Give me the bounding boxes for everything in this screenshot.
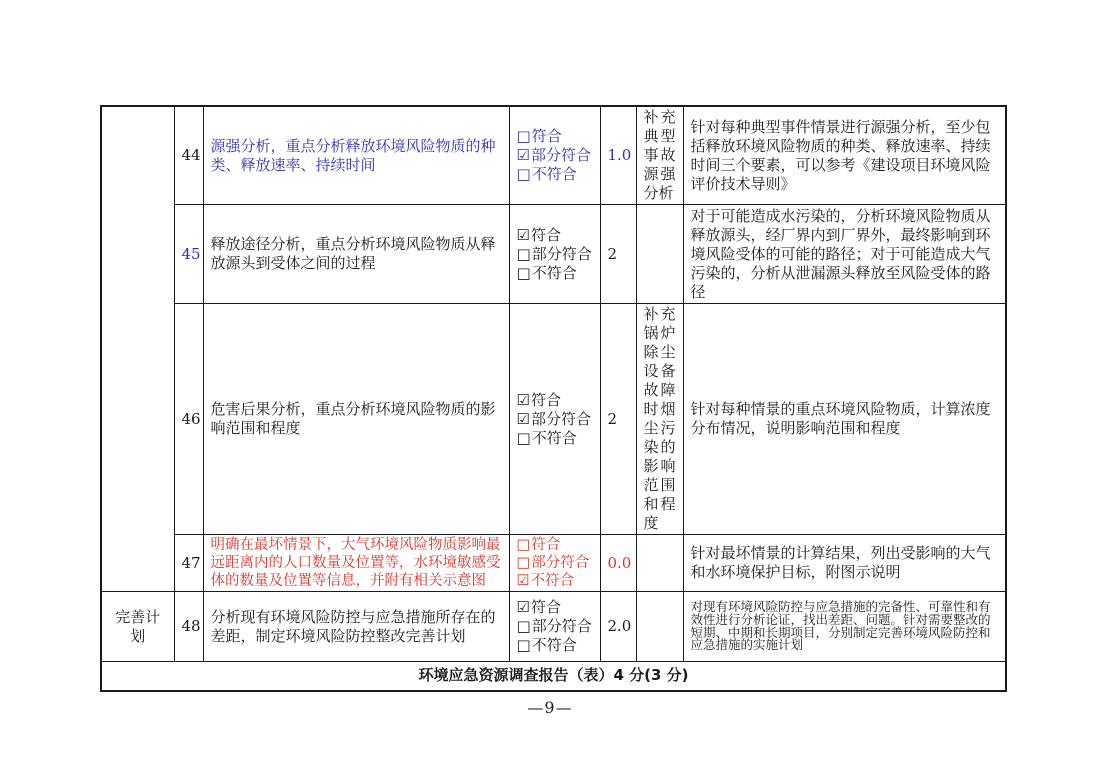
table-row (101, 535, 1006, 592)
reviewer-comment (636, 205, 683, 304)
unchecked-checkbox-icon: □ (516, 636, 531, 654)
unchecked-checkbox-icon: □ (516, 165, 531, 183)
compliance-option-label: 部分符合 (531, 244, 592, 263)
score-cell: 2.0 (600, 592, 636, 662)
reviewer-comment (636, 304, 683, 535)
compliance-options (509, 304, 600, 535)
score-cell: 0.0 (600, 535, 636, 592)
checked-checkbox-icon: ☑ (516, 225, 530, 244)
compliance-option (517, 429, 593, 448)
item-description: 释放途径分析，重点分析环境风险物质从释放源头到受体之间的过程 (203, 205, 509, 304)
compliance-option-label: 不符合 (531, 636, 577, 654)
compliance-options (509, 106, 600, 205)
compliance-option-label: 部分符合 (531, 555, 590, 571)
compliance-option-label: 符合 (531, 127, 562, 145)
checked-checkbox-icon: ☑ (516, 390, 530, 409)
item-number: 48 (174, 592, 203, 662)
unchecked-checkbox-icon: □ (516, 428, 531, 447)
table-row (101, 592, 1006, 662)
comment-line: 影 响 (643, 457, 676, 475)
score-cell: 2 (600, 304, 636, 535)
comment-line: 补 充 (643, 108, 676, 126)
compliance-option (517, 617, 593, 636)
compliance-option-label: 符合 (530, 390, 561, 409)
compliance-option-label: 不符合 (531, 165, 577, 183)
table-row (101, 304, 1006, 535)
comment-line: 补 充 (643, 305, 676, 323)
compliance-option-label: 不符合 (531, 263, 577, 282)
reviewer-comment (636, 106, 683, 205)
comment-line: 分 析 (643, 184, 674, 202)
page-number: —9— (527, 698, 573, 717)
comment-line: 时 烟 (643, 400, 676, 418)
comment-line: 和 程 (643, 495, 676, 513)
compliance-option (517, 226, 593, 245)
compliance-option (517, 127, 593, 146)
compliance-option-label: 部分符合 (530, 146, 591, 164)
assessment-criteria: 对于可能造成水污染的，分析环境风险物质从释放源头，经厂界内到厂界外，最终影响到环境风险受体的可能的路径；对于可能造成大气污染的，分析从泄漏源头释放至风险受体的路径 (683, 205, 1006, 304)
comment-line: 范 围 (643, 476, 676, 494)
reviewer-comment (636, 592, 683, 662)
unchecked-checkbox-icon: □ (516, 617, 531, 635)
table-row (101, 106, 1006, 205)
item-number: 44 (174, 106, 203, 205)
unchecked-checkbox-icon: □ (516, 244, 531, 263)
item-number: 46 (174, 304, 203, 535)
assessment-table (100, 105, 1007, 692)
item-description: 源强分析，重点分析释放环境风险物质的种类、释放速率、持续时间 (203, 106, 509, 205)
comment-line: 度 (643, 514, 659, 532)
score-cell: 1.0 (600, 106, 636, 205)
compliance-option (517, 636, 593, 655)
unchecked-checkbox-icon: □ (516, 555, 531, 571)
unchecked-checkbox-icon: □ (516, 537, 531, 553)
compliance-option (517, 536, 593, 554)
compliance-option (517, 264, 593, 283)
assessment-criteria: 对现有环境风险防控与应急措施的完备性、可靠性和有效性进行分析论证，找出差距、问题。针对需要整改的短期、中期和长期项目，分别制定完善环境风险防控和应急措施的实施计划 (683, 592, 1006, 662)
table-row (101, 205, 1006, 304)
comment-line: 源 强 (643, 165, 676, 183)
compliance-option-label: 部分符合 (530, 409, 591, 428)
comment-line: 故 障 (643, 381, 676, 399)
compliance-option-label: 不符合 (530, 573, 574, 589)
checked-checkbox-icon: ☑ (516, 409, 530, 428)
comment-line: 除 尘 (643, 343, 676, 361)
comment-line: 事 故 (643, 146, 676, 164)
compliance-option (517, 554, 593, 572)
compliance-options (509, 535, 600, 592)
compliance-options (509, 592, 600, 662)
item-description: 分析现有环境风险防控与应急措施所存在的差距，制定环境风险防控整改完善计划 (203, 592, 509, 662)
comment-line: 典 型 (643, 127, 676, 145)
compliance-option (517, 410, 593, 429)
comment-line: 设 备 (643, 362, 676, 380)
checked-checkbox-icon: ☑ (516, 146, 530, 164)
assessment-criteria: 针对每种典型事件情景进行源强分析，至少包括释放环境风险物质的种类、释放速率、持续时间三个要素，可以参考《建设项目环境风险评价技术导则》 (683, 106, 1006, 205)
compliance-option-label: 符合 (530, 598, 561, 616)
reviewer-comment (636, 535, 683, 592)
item-number: 45 (174, 205, 203, 304)
compliance-option (517, 572, 593, 590)
table-footer-row (101, 662, 1006, 691)
comment-line: 尘 污 (643, 419, 676, 437)
compliance-option (517, 245, 593, 264)
compliance-option (517, 391, 593, 410)
item-description: 明确在最坏情景下，大气环境风险物质影响最远距离内的人口数量及位置等，水环境敏感受体的数量及位置等信息，并附有相关示意图 (203, 535, 509, 592)
assessment-criteria: 针对每种情景的重点环境风险物质，计算浓度分布情况，说明影响范围和程度 (683, 304, 1006, 535)
unchecked-checkbox-icon: □ (516, 263, 531, 282)
comment-line: 染 的 (643, 438, 676, 456)
item-description: 危害后果分析，重点分析环境风险物质的影响范围和程度 (203, 304, 509, 535)
compliance-option (517, 146, 593, 165)
comment-line: 锅 炉 (643, 324, 676, 342)
compliance-option-label: 不符合 (531, 428, 577, 447)
category-cell: 完善计划 (101, 592, 174, 662)
compliance-options (509, 205, 600, 304)
unchecked-checkbox-icon: □ (516, 127, 531, 145)
checked-checkbox-icon: ☑ (516, 598, 530, 616)
compliance-option-label: 符合 (531, 537, 561, 553)
item-number: 47 (174, 535, 203, 592)
checked-checkbox-icon: ☑ (516, 573, 530, 589)
compliance-option (517, 165, 593, 184)
score-cell: 2 (600, 205, 636, 304)
section-footer: 环境应急资源调查报告（表）4 分(3 分) (101, 662, 1006, 691)
compliance-option-label: 符合 (530, 225, 561, 244)
compliance-option-label: 部分符合 (531, 617, 592, 635)
assessment-criteria: 针对最坏情景的计算结果，列出受影响的大气和水环境保护目标，附图示说明 (683, 535, 1006, 592)
category-cell (101, 106, 174, 592)
compliance-option (517, 598, 593, 617)
